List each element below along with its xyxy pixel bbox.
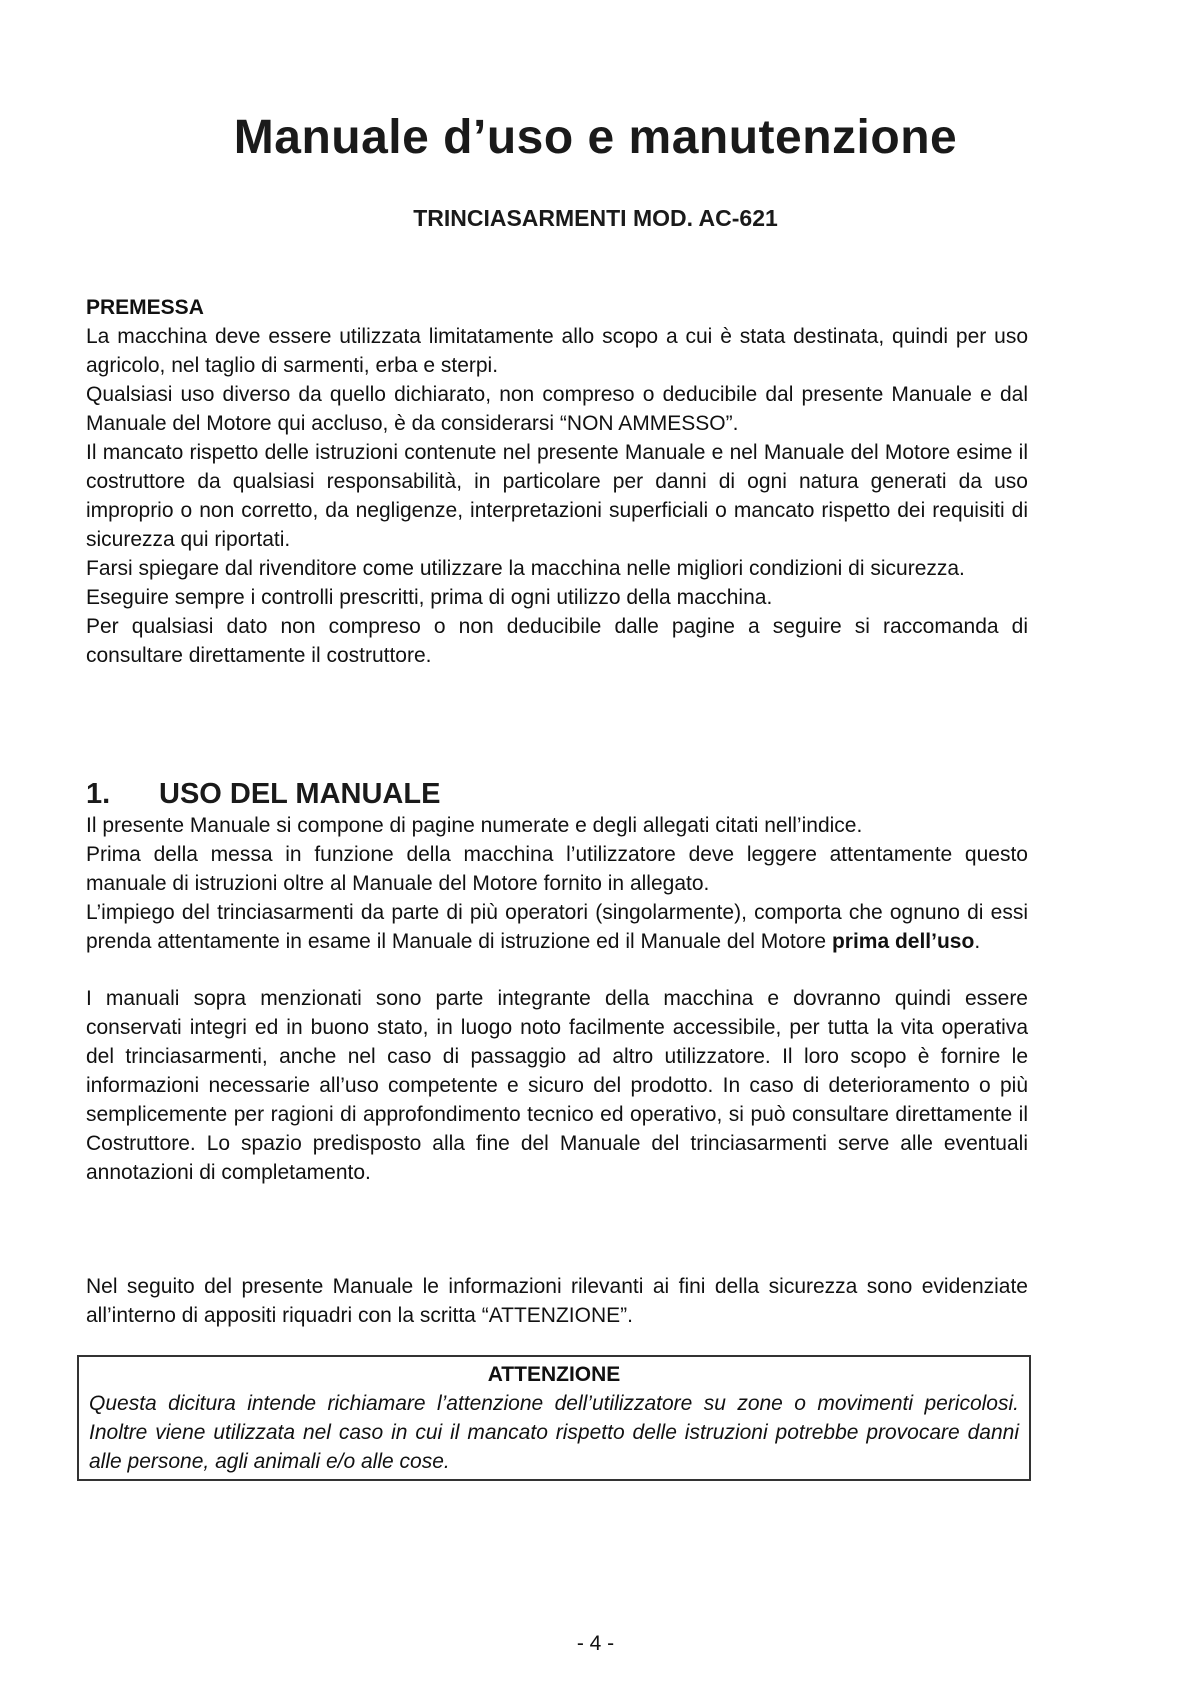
page-title: Manuale d’uso e manutenzione [233,111,958,164]
section-title: USO DEL MANUALE [159,778,441,810]
premessa-paragraph: La macchina deve essere utilizzata limitatamente allo scopo a cui è stata destinata, quindi per uso agricolo, nel taglio di sarmenti, erba e sterpi. [86,325,1028,377]
page-subtitle: TRINCIASARMENTI MOD. AC-621 [413,205,778,231]
premessa-heading: PREMESSA [86,296,204,319]
safety-note [86,1272,1028,1330]
premessa-paragraph: Il mancato rispetto delle istruzioni contenute nel presente Manuale e nel Manuale del Motore esime il costruttore da qualsiasi responsabilità, in particolare per danni di ogni natura generati da uso improprio o non corretto, da negligenze, interpretazioni superficiali o mancato rispetto dei requisiti di sicurezza qui riportati. [86,441,1028,551]
section-paragraph-bold: prima dell’uso [831,930,975,953]
warning-title: ATTENZIONE [487,1363,621,1386]
section-paragraph-text: L’impiego del trinciasarmenti da parte di più operatori (singolarmente), comporta che ognuno di essi prenda attentamente in esame il Manuale di istruzione ed il Manuale del Motore [86,901,1028,953]
warning-text: Questa dicitura intende richiamare l’attenzione dell’utilizzatore su zone o movimenti pericolosi. Inoltre viene utilizzata nel caso in cui il mancato rispetto delle istruzioni potrebbe provocare danni alle persone, agli animali e/o alle cose. [89,1392,1019,1473]
paragraph-gap [86,956,1028,984]
page-number: - 4 - [576,1632,615,1655]
section-heading [86,777,1028,811]
section-paragraph-end: . [974,930,981,953]
premessa-paragraph: Farsi spiegare dal rivenditore come utilizzare la macchina nelle migliori condizioni di sicurezza. [86,557,965,580]
warning-box [77,1355,1031,1481]
safety-note-text: Nel seguito del presente Manuale le informazioni rilevanti ai fini della sicurezza sono evidenziate all’interno di appositi riquadri con la scritta “ATTENZIONE”. [86,1275,1028,1327]
section-uso-del-manuale [86,777,1028,1187]
section-paragraph: Prima della messa in funzione della macchina l’utilizzatore deve leggere attentamente questo manuale di istruzioni oltre al Manuale del Motore fornito in allegato. [86,843,1028,895]
premessa-section [86,293,1028,670]
section-paragraph: Il presente Manuale si compone di pagine numerate e degli allegati citati nell’indice. [86,814,863,837]
section-number: 1. [86,778,111,810]
premessa-paragraph: Per qualsiasi dato non compreso o non deducibile dalle pagine a seguire si raccomanda di consultare direttamente il costruttore. [86,615,1028,667]
section-paragraph [86,898,1028,956]
section-paragraph: I manuali sopra menzionati sono parte integrante della macchina e dovranno quindi essere conservati integri ed in buono stato, in luogo noto facilmente accessibile, per tutta la vita operativa del trinciasarmenti, anche nel caso di passaggio ad altro utilizzatore. Il loro scopo è fornire le informazioni necessarie all’uso competente e sicuro del prodotto. In caso di deterioramento o più semplicemente per ragioni di approfondimento tecnico ed operativo, si può consultare direttamente il Costruttore. Lo spazio predisposto alla fine del Manuale del trinciasarmenti serve alle eventuali annotazioni di completamento. [86,987,1028,1184]
premessa-paragraph: Qualsiasi uso diverso da quello dichiarato, non compreso o deducibile dal presente Manuale e dal Manuale del Motore qui accluso, è da considerarsi “NON AMMESSO”. [86,383,1028,435]
premessa-paragraph: Eseguire sempre i controlli prescritti, prima di ogni utilizzo della macchina. [86,586,773,609]
